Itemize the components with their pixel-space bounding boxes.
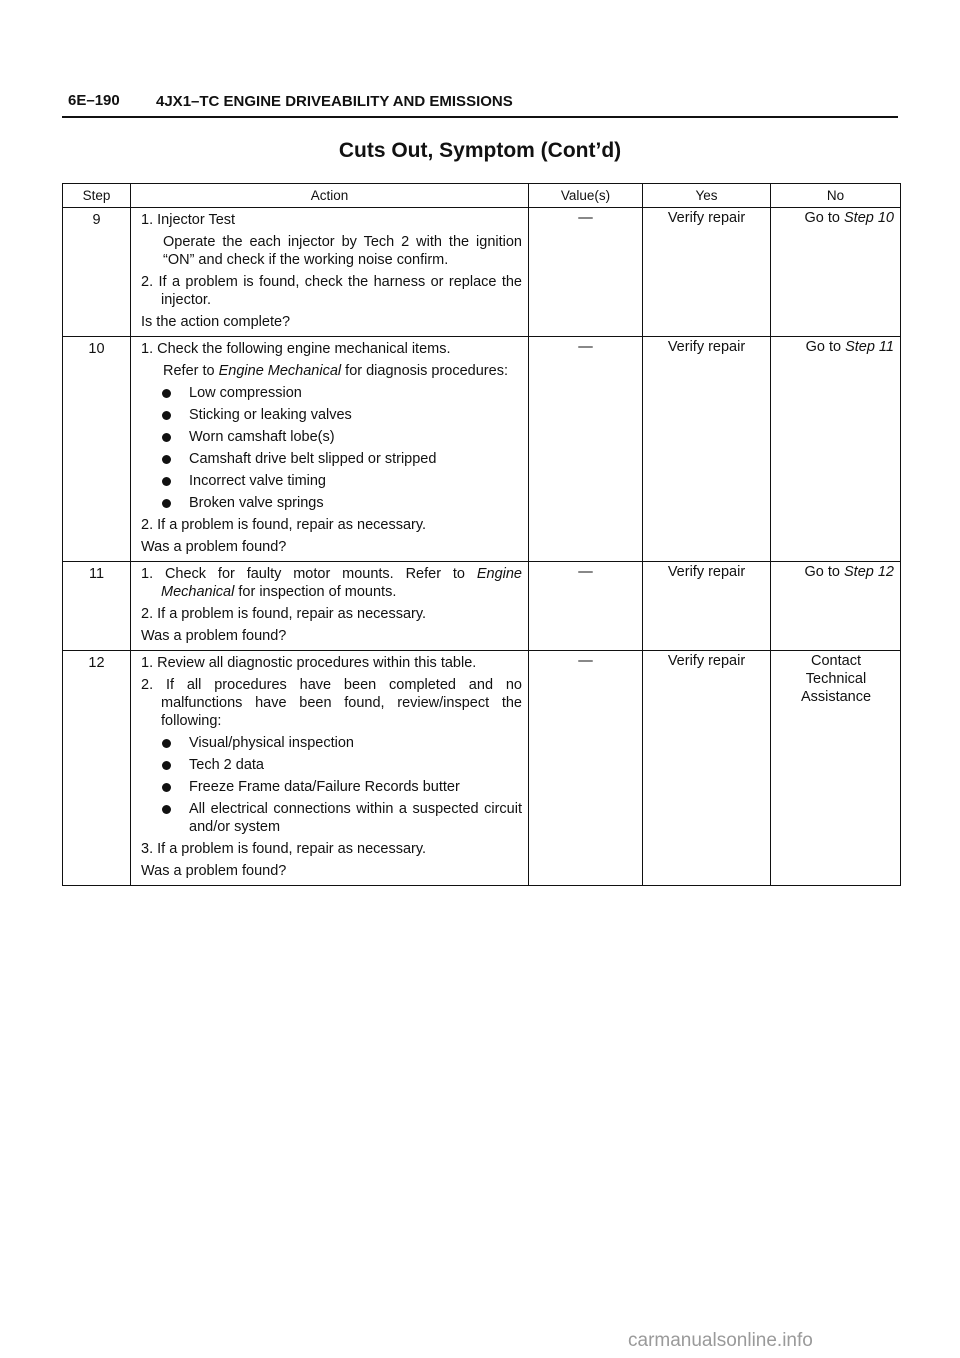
bullet-icon	[162, 499, 171, 508]
step-question: Was a problem found?	[141, 863, 287, 879]
yes-cell: Verify repair	[643, 651, 771, 886]
column-header-values: Value(s)	[529, 184, 643, 208]
column-header-no: No	[771, 184, 901, 208]
step-question: Was a problem found?	[141, 628, 287, 644]
no-cell	[771, 651, 901, 886]
action-item: 2. If a problem is found, check the harness or replace the injector.	[141, 274, 522, 308]
action-item: 2. If a problem is found, repair as necessary.	[141, 517, 427, 533]
diagnostic-table	[62, 183, 901, 886]
table-row	[63, 651, 901, 886]
action-item: 3. If a problem is found, repair as necessary.	[141, 841, 427, 857]
bullet-icon	[162, 433, 171, 442]
action-item: 1. Review all diagnostic procedures within this table.	[141, 655, 477, 671]
page-number: 6E–190	[68, 92, 120, 109]
page-title: Cuts Out, Symptom (Cont’d)	[338, 139, 622, 162]
bullet-icon	[162, 389, 171, 398]
action-subtext: Refer to Engine Mechanical for diagnosis procedures:	[163, 363, 508, 379]
bullet-icon	[162, 455, 171, 464]
bullet-icon	[162, 761, 171, 770]
table-row	[63, 562, 901, 651]
list-item: All electrical connections within a suspected circuit and/or system	[141, 800, 522, 836]
no-cell: Go to Step 11	[771, 337, 901, 562]
contact-line: Contact	[811, 653, 861, 669]
step-number: 9	[63, 208, 131, 337]
action-item: 2. If a problem is found, repair as necessary.	[141, 606, 427, 622]
chapter-title: 4JX1–TC ENGINE DRIVEABILITY AND EMISSIONS	[156, 93, 513, 110]
value-cell: —	[529, 562, 643, 651]
step-number: 12	[63, 651, 131, 886]
yes-cell: Verify repair	[643, 562, 771, 651]
contact-line: Assistance	[800, 689, 872, 705]
list-item: Incorrect valve timing	[141, 472, 522, 490]
step-reference: Step 12	[844, 564, 894, 580]
action-item: 1. Check the following engine mechanical items.	[141, 341, 451, 357]
action-subtext: Operate the each injector by Tech 2 with the ignition “ON” and check if the working noise confirm.	[163, 234, 522, 268]
action-item: 2. If all procedures have been completed and no malfunctions have been found, review/inspect the following:	[141, 677, 522, 729]
step-number: 10	[63, 337, 131, 562]
watermark: carmanualsonline.info	[628, 1330, 813, 1351]
step-reference: Step 11	[845, 339, 894, 355]
list-item: Worn camshaft lobe(s)	[141, 428, 522, 446]
yes-cell: Verify repair	[643, 208, 771, 337]
value-cell: —	[529, 208, 643, 337]
bullet-icon	[162, 477, 171, 486]
action-item: 1. Check for faulty motor mounts. Refer to Engine Mechanical for inspection of mounts.	[141, 566, 522, 600]
action-cell	[131, 208, 529, 337]
step-question: Is the action complete?	[141, 314, 291, 330]
value-cell: —	[529, 651, 643, 886]
step-reference: Step 10	[844, 210, 894, 226]
no-cell: Go to Step 10	[771, 208, 901, 337]
action-cell	[131, 651, 529, 886]
step-number: 11	[63, 562, 131, 651]
bullet-icon	[162, 411, 171, 420]
table-header-row	[63, 184, 901, 208]
step-question: Was a problem found?	[141, 539, 287, 555]
list-item: Sticking or leaking valves	[141, 406, 522, 424]
list-item: Broken valve springs	[141, 494, 522, 512]
bullet-icon	[162, 805, 171, 814]
list-item: Low compression	[141, 384, 522, 402]
contact-line: Technical	[805, 671, 867, 687]
list-item: Visual/physical inspection	[141, 734, 522, 752]
column-header-yes: Yes	[643, 184, 771, 208]
no-cell: Go to Step 12	[771, 562, 901, 651]
page-header	[62, 88, 898, 118]
value-cell: —	[529, 337, 643, 562]
list-item: Camshaft drive belt slipped or stripped	[141, 450, 522, 468]
action-cell	[131, 337, 529, 562]
action-cell	[131, 562, 529, 651]
yes-cell: Verify repair	[643, 337, 771, 562]
table-row	[63, 208, 901, 337]
bullet-icon	[162, 783, 171, 792]
action-item: 1. Injector Test	[141, 212, 236, 228]
column-header-action: Action	[131, 184, 529, 208]
column-header-step: Step	[63, 184, 131, 208]
table-row	[63, 337, 901, 562]
bullet-icon	[162, 739, 171, 748]
list-item: Tech 2 data	[141, 756, 522, 774]
list-item: Freeze Frame data/Failure Records butter	[141, 778, 522, 796]
